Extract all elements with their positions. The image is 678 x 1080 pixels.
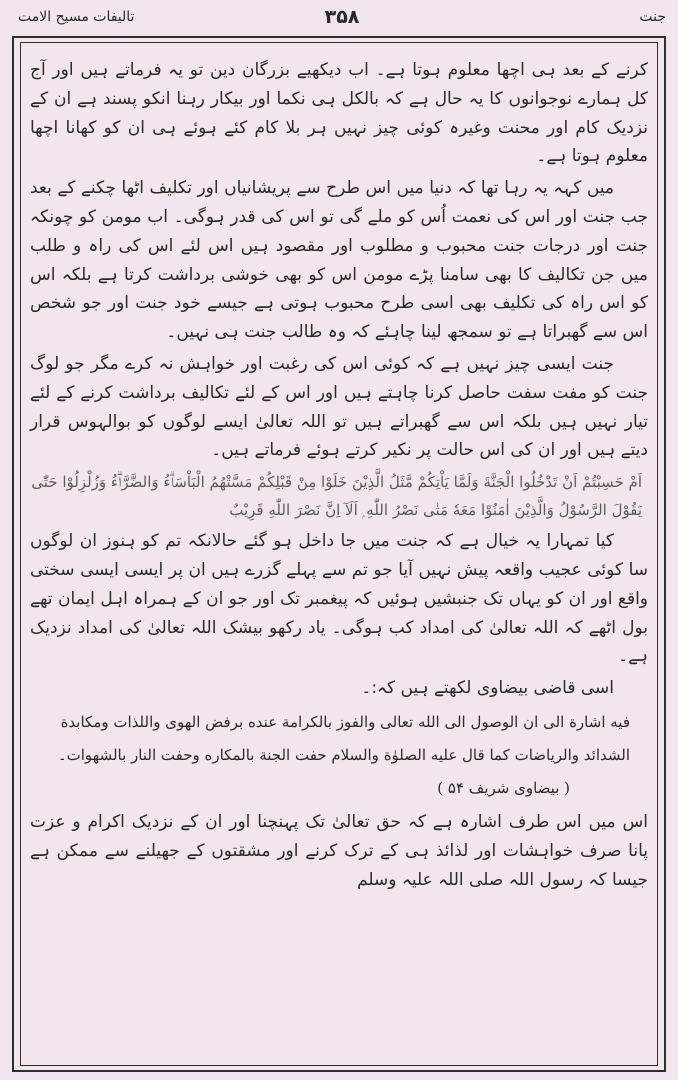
book-title: تالیفات مسیح الامت [18, 9, 135, 25]
quote-reference: ( بیضاوی شریف ۵۴ ) [437, 778, 570, 797]
page-header [18, 6, 666, 32]
arabic-quote-text: فیه اشارة الی ان الوصول الی الله تعالی والفوز بالكرامة عنده برفض الهوی واللذات ومكابدة الشدائد والریاضات كما قال علیه الصلوٰة والسلام حفت الجنة بالمكاره وحفت النار بالشهوات۔ [57, 712, 630, 764]
qazi-intro: اسی قاضی بیضاوی لکھتے ہیں کہ:۔ [361, 678, 614, 699]
body-text [30, 56, 648, 1056]
paragraph-3: جنت ایسی چیز نہیں ہے کہ کوئی اس کی رغبت اور خواہش نہ کرے مگر جو لوگ جنت کو مفت سفت حاصل کرنا چاہتے ہیں اور اس کے لئے تکالیف برداشت کرنے کے لئے تیار نہیں ہیں بلکہ اس سے گھبراتے ہیں تو اللہ تعالیٰ ایسے لوگوں کو بوالہوس قرار دیتے ہیں اور ان کی اس حالت پر نکیر کرتے ہوئے فرماتے ہیں۔ [30, 353, 648, 461]
paragraph-1: کرنے کے بعد ہی اچھا معلوم ہوتا ہے۔ اب دیکھیے بزرگان دین تو یہ فرماتے ہیں اور آج کل ہمارے نوجوانوں کا یہ حال ہے کہ بالکل ہی نکما اور بیکار رہنا انکو پسند ہے ان کے نزدیک کام اور محنت وغیرہ کوئی چیز نہیں ہر بلا کام کئے ہوئے ہی ان کو کھانا اچھا معلوم ہوتا ہے۔ [30, 60, 648, 167]
paragraph-2: میں کہہ یہ رہا تھا کہ دنیا میں اس طرح سے پریشانیاں اور تکلیف اٹھا چکنے کے بعد جب جنت اور اس کی نعمت اُس کو ملے گی تو اس کی قدر ہوگی۔ اب مومن کو چونکہ جنت اور درجات جنت محبوب و مطلوب اور مقصود ہیں اس لئے اس کی راہ و طلب میں جن تکالیف کا بھی سامنا پڑے مومن اس کو بھی خوشی برداشت کرتا ہے بلکہ اس کو اس راہ کی تکلیف بھی اسی طرح محبوب ہوتی ہے جیسے خود جنت اور جو شخص اس سے گھبراتا ہے تو سمجھ لینا چاہئے کہ وہ طالب جنت ہی نہیں۔ [30, 178, 648, 343]
page-number: ۳۵۸ [324, 6, 360, 28]
section-title: جنت [639, 9, 666, 25]
arabic-quote [30, 706, 648, 805]
quran-verse: اَمْ حَسِبْتُمْ اَنْ تَدْخُلُوا الْجَنَّةَ وَلَمَّا یَاْتِكُمْ مَّثَلُ الَّذِیْنَ خَلَوْا مِنْ قَبْلِكُمْ مَسَّتْهُمُ الْبَاْسَاۗءُ وَالضَّرَّاۗءُ وَزُلْزِلُوْا حَتّٰی یَقُوْلَ الرَّسُوْلُ وَالَّذِیْنَ اٰمَنُوْا مَعَهٗ مَتٰی نَصْرُ اللّٰهِ ۭ اَلَآ اِنَّ نَصْرَ اللّٰهِ قَرِیْبٌ [31, 473, 642, 520]
translation-paragraph: کیا تمہارا یہ خیال ہے کہ جنت میں جا داخل ہو گئے حالانکہ تم کو ہنوز ان لوگوں سا کوئی عجیب واقعہ پیش نہیں آیا جو تم سے پہلے گزرے ہیں ان پر ایسی ایسی سختی واقع اور ان کو یہاں تک جنبشیں ہوئیں کہ پیغمبر تک اور جو ان کے ہمراہ اہل ایمان تھے بول اٹھے کہ اللہ تعالیٰ کی امداد کب ہوگی۔ یاد رکھو بیشک اللہ تعالیٰ کی امداد نزدیک ہے۔ [30, 531, 648, 667]
final-paragraph: اس میں اس طرف اشارہ ہے کہ حق تعالیٰ تک پہنچنا اور ان کے نزدیک اکرام و عزت پانا صرف خواہشات اور لذائذ ہی کے ترک کرنے اور مشقتوں کے جھیلنے سے ممکن ہے جیسا کہ رسول اللہ صلی اللہ علیہ وسلم [30, 811, 648, 890]
